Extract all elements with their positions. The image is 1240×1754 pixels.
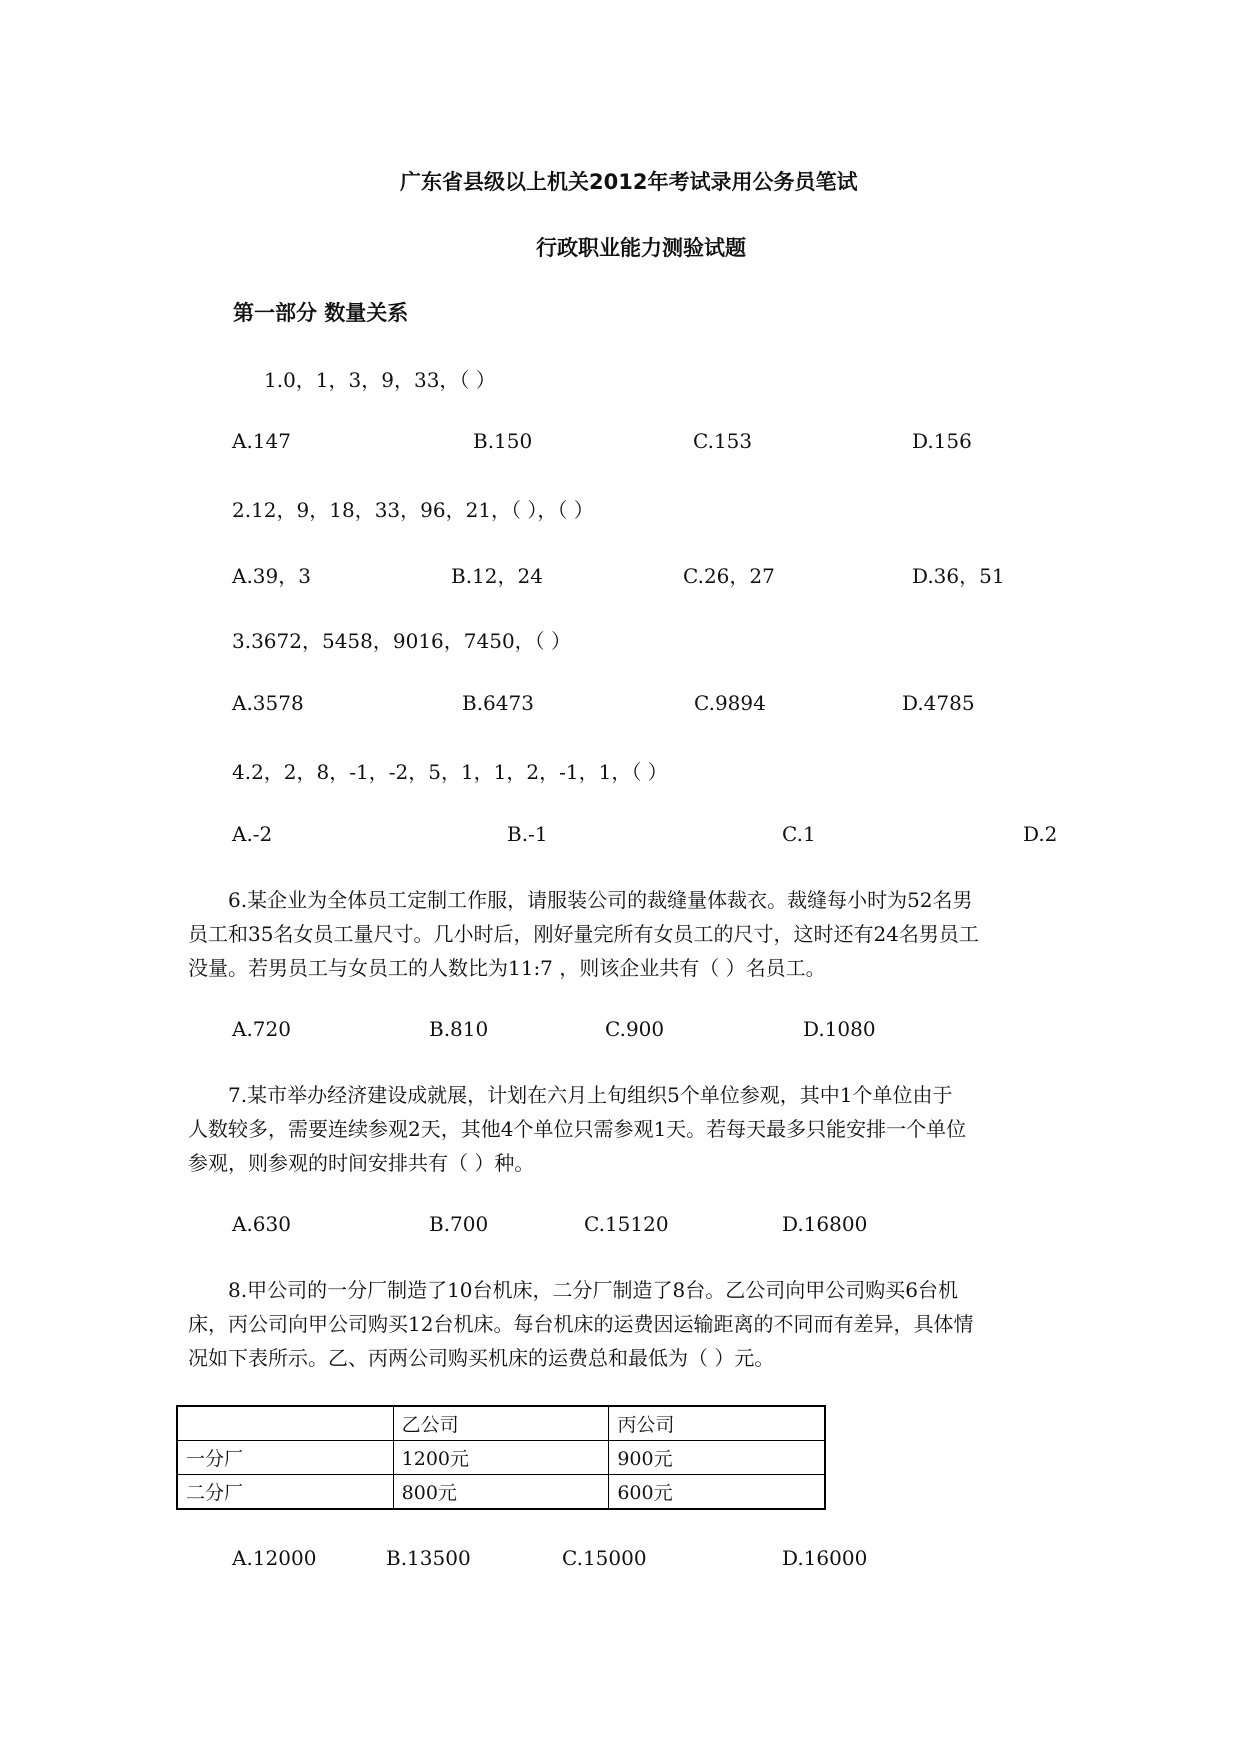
question-1-option-c: C.153 bbox=[693, 429, 753, 453]
table-cell: 800元 bbox=[393, 1475, 609, 1510]
table-header-cell bbox=[177, 1406, 393, 1441]
question-6-line-2: 员工和35名女员工量尺寸。几小时后，刚好量完所有女员工的尺寸，这时还有24名男员工 bbox=[188, 922, 979, 946]
question-7-option-d: D.16800 bbox=[782, 1212, 868, 1236]
question-4-option-c: C.1 bbox=[782, 822, 816, 846]
question-7-option-a: A.630 bbox=[232, 1212, 291, 1236]
question-6-paragraph bbox=[188, 883, 1060, 985]
table-row bbox=[177, 1441, 825, 1475]
question-3-option-a: A.3578 bbox=[232, 691, 304, 715]
table-cell: 二分厂 bbox=[177, 1475, 393, 1510]
question-2-stem: 2.12，9，18，33，96，21，（ ），（ ） bbox=[232, 498, 594, 522]
question-8-line-1: 8.甲公司的一分厂制造了10台机床，二分厂制造了8台。乙公司向甲公司购买6台机 bbox=[228, 1278, 958, 1302]
question-6-option-b: B.810 bbox=[429, 1017, 489, 1041]
question-8-option-d: D.16000 bbox=[782, 1546, 868, 1570]
question-6-option-c: C.900 bbox=[605, 1017, 665, 1041]
question-1-stem: 1.0，1，3，9，33，（ ） bbox=[264, 368, 496, 392]
table-row bbox=[177, 1475, 825, 1510]
question-3-option-d: D.4785 bbox=[902, 691, 975, 715]
question-1-option-b: B.150 bbox=[473, 429, 533, 453]
question-2-option-b: B.12，24 bbox=[451, 564, 543, 588]
table-header-row bbox=[177, 1406, 825, 1441]
document-title: 广东省县级以上机关2012年考试录用公务员笔试 bbox=[400, 170, 858, 194]
question-1-option-d: D.156 bbox=[912, 429, 972, 453]
question-4-option-b: B.-1 bbox=[507, 822, 548, 846]
question-2-option-d: D.36，51 bbox=[912, 564, 1005, 588]
question-4-option-a: A.-2 bbox=[232, 822, 273, 846]
question-4-stem: 4.2，2，8，-1，-2，5，1，1，2，-1，1，（ ） bbox=[232, 760, 668, 784]
question-6-line-3: 没量。若男员工与女员工的人数比为11:7 ，则该企业共有（ ）名员工。 bbox=[188, 956, 826, 980]
question-6-option-d: D.1080 bbox=[803, 1017, 876, 1041]
table-cell: 600元 bbox=[609, 1475, 825, 1510]
question-6-line-1: 6.某企业为全体员工定制工作服，请服装公司的裁缝量体裁衣。裁缝每小时为52名男 bbox=[228, 888, 973, 912]
question-2-option-a: A.39，3 bbox=[232, 564, 311, 588]
table-cell: 一分厂 bbox=[177, 1441, 393, 1475]
question-8-option-b: B.13500 bbox=[386, 1546, 471, 1570]
table-header-cell: 丙公司 bbox=[609, 1406, 825, 1441]
shipping-cost-table bbox=[176, 1405, 826, 1510]
question-7-option-c: C.15120 bbox=[584, 1212, 669, 1236]
question-8-line-3: 况如下表所示。乙、丙两公司购买机床的运费总和最低为（ ）元。 bbox=[188, 1346, 775, 1370]
question-3-option-b: B.6473 bbox=[462, 691, 534, 715]
question-7-line-1: 7.某市举办经济建设成就展，计划在六月上旬组织5个单位参观，其中1个单位由于 bbox=[228, 1083, 953, 1107]
table-cell: 1200元 bbox=[393, 1441, 609, 1475]
question-1-option-a: A.147 bbox=[232, 429, 291, 453]
document-subtitle: 行政职业能力测验试题 bbox=[536, 236, 746, 260]
question-2-option-c: C.26，27 bbox=[683, 564, 775, 588]
question-7-option-b: B.700 bbox=[429, 1212, 489, 1236]
table-cell: 900元 bbox=[609, 1441, 825, 1475]
question-8-line-2: 床，丙公司向甲公司购买12台机床。每台机床的运费因运输距离的不同而有差异，具体情 bbox=[188, 1312, 974, 1336]
question-3-option-c: C.9894 bbox=[694, 691, 766, 715]
table-header-cell: 乙公司 bbox=[393, 1406, 609, 1441]
question-8-option-a: A.12000 bbox=[232, 1546, 317, 1570]
question-7-line-2: 人数较多，需要连续参观2天，其他4个单位只需参观1天。若每天最多只能安排一个单位 bbox=[188, 1117, 967, 1141]
question-4-option-d: D.2 bbox=[1023, 822, 1058, 846]
question-7-line-3: 参观，则参观的时间安排共有（ ）种。 bbox=[188, 1151, 535, 1175]
question-7-paragraph bbox=[188, 1078, 1060, 1180]
section-heading: 第一部分 数量关系 bbox=[233, 301, 409, 325]
question-8-option-c: C.15000 bbox=[562, 1546, 647, 1570]
question-6-option-a: A.720 bbox=[232, 1017, 291, 1041]
question-3-stem: 3.3672，5458，9016，7450，（ ） bbox=[232, 629, 572, 653]
question-8-paragraph bbox=[188, 1273, 1060, 1375]
